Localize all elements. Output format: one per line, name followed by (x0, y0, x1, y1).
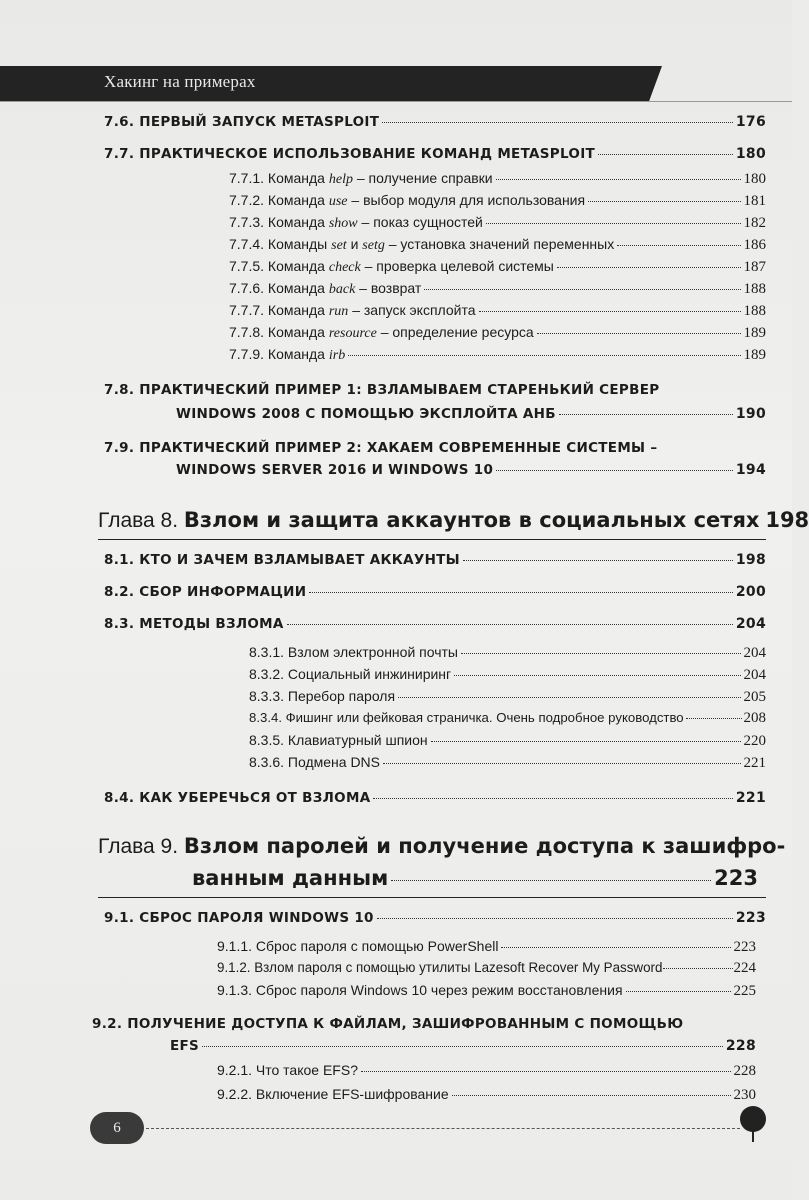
toc-entry-8-4[interactable]: 8.4. КАК УБЕРЕЧЬСЯ ОТ ВЗЛОМА 221 (104, 790, 766, 806)
toc-entry-9-2-line1[interactable]: 9.2. ПОЛУЧЕНИЕ ДОСТУПА К ФАЙЛАМ, ЗАШИФРОВАННЫМ С ПОМОЩЬЮ (92, 1016, 684, 1032)
toc-entry-9-2-1[interactable]: 9.2.1. Что такое EFS? 228 (217, 1062, 756, 1079)
toc-entry-7-7[interactable]: 7.7. ПРАКТИЧЕСКОЕ ИСПОЛЬЗОВАНИЕ КОМАНД METASPLOIT 180 (104, 146, 766, 162)
toc-entry-8-3-3[interactable]: 8.3.3. Перебор пароля 205 (249, 688, 766, 705)
toc-entry-9-1-3[interactable]: 9.1.3. Сброс пароля Windows 10 через режим восстановления 225 (217, 982, 756, 999)
toc-entry-9-1[interactable]: 9.1. СБРОС ПАРОЛЯ WINDOWS 10 223 (104, 910, 766, 926)
chapter-8-heading[interactable]: Глава 8. Взлом и защита аккаунтов в социальных сетях 198 (98, 508, 809, 532)
toc-entry-7-7-7[interactable]: 7.7.7. Команда run – запуск эксплойта 188 (229, 302, 766, 319)
toc-entry-8-2[interactable]: 8.2. СБОР ИНФОРМАЦИИ 200 (104, 584, 766, 600)
toc-entry-8-3[interactable]: 8.3. МЕТОДЫ ВЗЛОМА 204 (104, 616, 766, 632)
toc-entry-7-7-9[interactable]: 7.7.9. Команда irb 189 (229, 346, 766, 363)
toc-entry-8-3-6[interactable]: 8.3.6. Подмена DNS 221 (249, 754, 766, 771)
toc-entry-9-1-2[interactable]: 9.1.2. Взлом пароля с помощью утилиты Lazesoft Recover My Password 224 (217, 960, 756, 976)
toc-entry-7-7-1[interactable]: 7.7.1. Команда help – получение справки 180 (229, 170, 766, 187)
toc-entry-8-3-2[interactable]: 8.3.2. Социальный инжиниринг 204 (249, 666, 766, 683)
toc-entry-8-3-5[interactable]: 8.3.5. Клавиатурный шпион 220 (249, 732, 766, 749)
toc-entry-7-9-line1[interactable]: 7.9. ПРАКТИЧЕСКИЙ ПРИМЕР 2: ХАКАЕМ СОВРЕМЕННЫЕ СИСТЕМЫ – (104, 440, 658, 456)
toc-entry-8-3-1[interactable]: 8.3.1. Взлом электронной почты 204 (249, 644, 766, 661)
toc-entry-7-6[interactable]: 7.6. ПЕРВЫЙ ЗАПУСК METASPLOIT 176 (104, 114, 766, 130)
toc-entry-7-7-8[interactable]: 7.7.8. Команда resource – определение ресурса 189 (229, 324, 766, 341)
page-number-badge: 6 (90, 1112, 144, 1144)
toc-entry-7-7-2[interactable]: 7.7.2. Команда use – выбор модуля для использования 181 (229, 192, 766, 209)
toc-entry-8-3-4[interactable]: 8.3.4. Фишинг или фейковая страничка. Очень подробное руководство 208 (249, 710, 766, 726)
toc-entry-8-1[interactable]: 8.1. КТО И ЗАЧЕМ ВЗЛАМЫВАЕТ АККАУНТЫ 198 (104, 552, 766, 568)
toc-entry-7-7-6[interactable]: 7.7.6. Команда back – возврат 188 (229, 280, 766, 297)
chapter-9-heading[interactable]: Глава 9. Взлом паролей и получение доступа к зашифро- (98, 834, 786, 858)
chapter-9-rule (98, 897, 766, 898)
chapter-8-rule (98, 539, 766, 540)
running-header-title: Хакинг на примерах (104, 72, 256, 91)
toc-entry-7-7-5[interactable]: 7.7.5. Команда check – проверка целевой системы 187 (229, 258, 766, 275)
toc-entry-7-9[interactable]: WINDOWS SERVER 2016 И WINDOWS 10 194 (176, 462, 766, 478)
toc-entry-9-1-1[interactable]: 9.1.1. Сброс пароля с помощью PowerShell 223 (217, 938, 756, 955)
toc-entry-9-2[interactable]: EFS 228 (170, 1038, 756, 1054)
toc-entry-7-8[interactable]: WINDOWS 2008 С ПОМОЩЬЮ ЭКСПЛОЙТА АНБ 190 (176, 406, 766, 422)
toc-entry-9-2-2[interactable]: 9.2.2. Включение EFS-шифрование 230 (217, 1086, 756, 1103)
toc-entry-7-8-line1[interactable]: 7.8. ПРАКТИЧЕСКИЙ ПРИМЕР 1: ВЗЛАМЫВАЕМ СТАРЕНЬКИЙ СЕРВЕР (104, 382, 660, 398)
toc-entry-7-7-3[interactable]: 7.7.3. Команда show – показ сущностей 182 (229, 214, 766, 231)
toc-entry-7-7-4[interactable]: 7.7.4. Команды set и setg – установка значений переменных 186 (229, 236, 766, 253)
chapter-9-heading-line2[interactable]: ванным данным 223 (192, 866, 758, 890)
footer-tick-ornament (752, 1128, 754, 1142)
footer-dashed-rule (146, 1128, 740, 1129)
